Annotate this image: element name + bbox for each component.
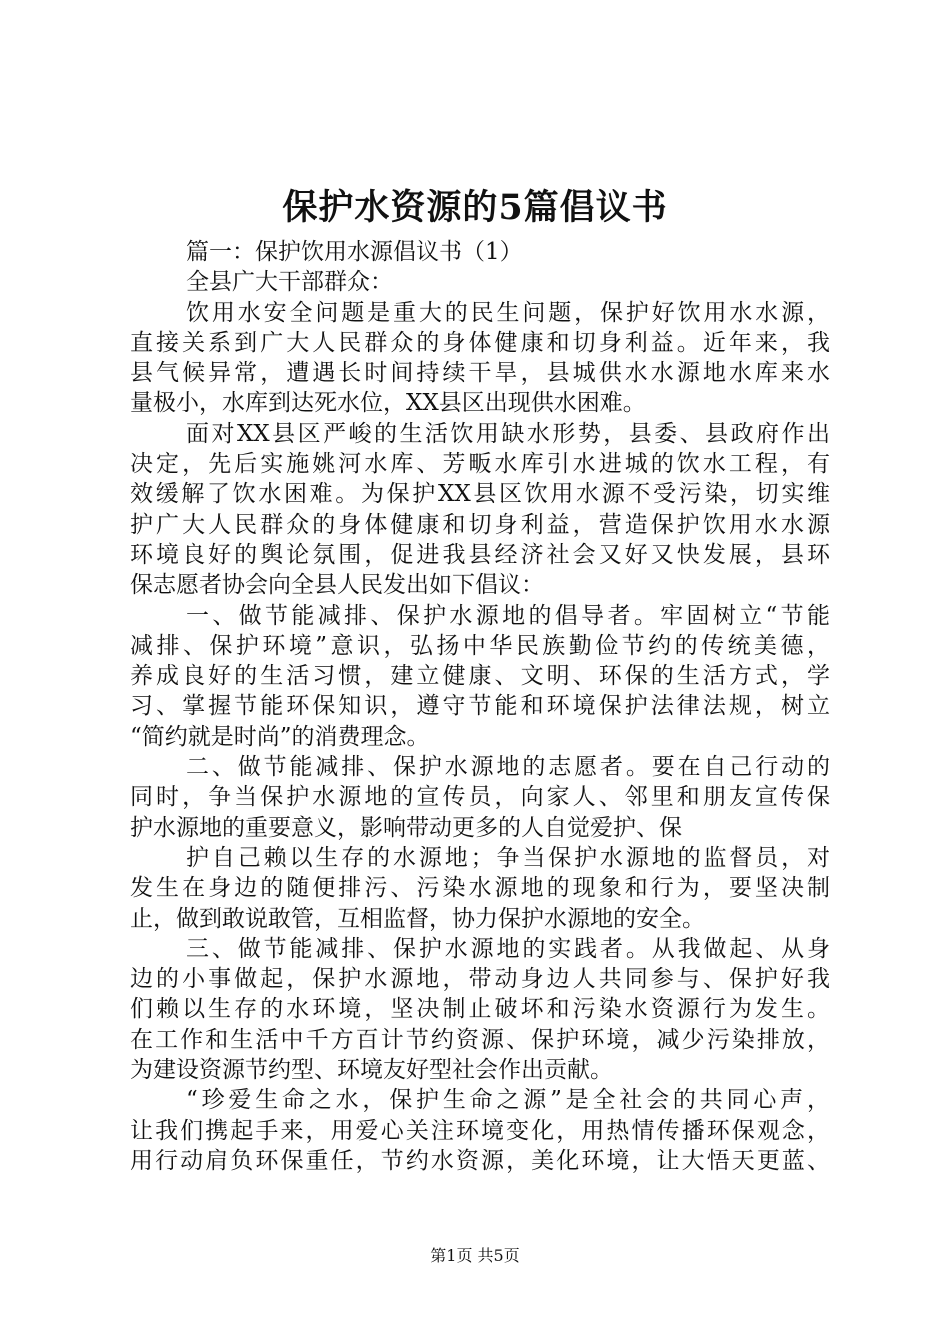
body-line: “简约就是时尚”的消费理念。	[130, 723, 430, 750]
body-line: 在工作和生活中千方百计节约资源、保护环境，减少污染排放，	[130, 1026, 830, 1053]
body-line: 养成良好的生活习惯，建立健康、文明、环保的生活方式，学	[130, 663, 830, 690]
body-line: 护水源地的重要意义，影响带动更多的人自觉爱护、保	[130, 814, 682, 841]
body-line: 为建设资源节约型、环境友好型社会作出贡献。	[130, 1057, 613, 1084]
body-line: 决定，先后实施姚河水库、芳畈水库引水进城的饮水工程，有	[130, 451, 830, 478]
body-line: 二、做节能减排、保护水源地的志愿者。要在自己行动的	[186, 754, 830, 781]
body-line: 止，做到敢说敢管，互相监督，协力保护水源地的安全。	[130, 905, 705, 932]
body-line: 环境良好的舆论氛围，促进我县经济社会又好又快发展，县环	[130, 541, 830, 568]
body-line: 同时，争当保护水源地的宣传员，向家人、邻里和朋友宣传保	[130, 784, 830, 811]
body-line: 量极小，水库到达死水位，XX县区出现供水困难。	[130, 390, 646, 417]
body-line: 用行动肩负环保重任，节约水资源，美化环境，让大悟天更蓝、	[130, 1147, 830, 1174]
body-line: 边的小事做起，保护水源地，带动身边人共同参与、保护好我	[130, 966, 830, 993]
body-line: 一、做节能减排、保护水源地的倡导者。牢固树立“节能	[186, 602, 830, 629]
page-footer: 第1页 共5页	[430, 1246, 520, 1265]
body-line: 习、掌握节能环保知识，遵守节能和环境保护法律法规，树立	[130, 693, 830, 720]
body-line: 全县广大干部群众：	[186, 269, 393, 296]
body-line: 减排、保护环境”意识，弘扬中华民族勤俭节约的传统美德，	[130, 632, 830, 659]
body-line: “珍爱生命之水，保护生命之源”是全社会的共同心声，	[186, 1087, 830, 1114]
body-line: 让我们携起手来，用爱心关注环境变化，用热情传播环保观念，	[130, 1117, 830, 1144]
body-line: 护广大人民群众的身体健康和切身利益，营造保护饮用水水源	[130, 511, 830, 538]
document-body	[130, 237, 830, 1176]
body-line: 效缓解了饮水困难。为保护XX县区饮用水源不受污染，切实维	[130, 481, 830, 508]
body-line: 保志愿者协会向全县人民发出如下倡议：	[130, 572, 544, 599]
body-line: 护自己赖以生存的水源地；争当保护水源地的监督员，对	[186, 844, 830, 871]
body-line: 直接关系到广大人民群众的身体健康和切身利益。近年来，我	[130, 329, 830, 356]
body-line: 发生在身边的随便排污、污染水源地的现象和行为，要坚决制	[130, 875, 830, 902]
body-line: 面对XX县区严峻的生活饮用缺水形势，县委、县政府作出	[186, 420, 830, 447]
body-line: 饮用水安全问题是重大的民生问题，保护好饮用水水源，	[186, 299, 830, 326]
body-line: 三、做节能减排、保护水源地的实践者。从我做起、从身	[186, 935, 830, 962]
document-title: 保护水资源的5篇倡议书	[282, 187, 668, 228]
body-line: 们赖以生存的水环境，坚决制止破坏和污染水资源行为发生。	[130, 996, 830, 1023]
body-line: 篇一：保护饮用水源倡议书（1）	[186, 239, 523, 265]
body-line: 县气候异常，遭遇长时间持续干旱，县城供水水源地水库来水	[130, 360, 830, 387]
